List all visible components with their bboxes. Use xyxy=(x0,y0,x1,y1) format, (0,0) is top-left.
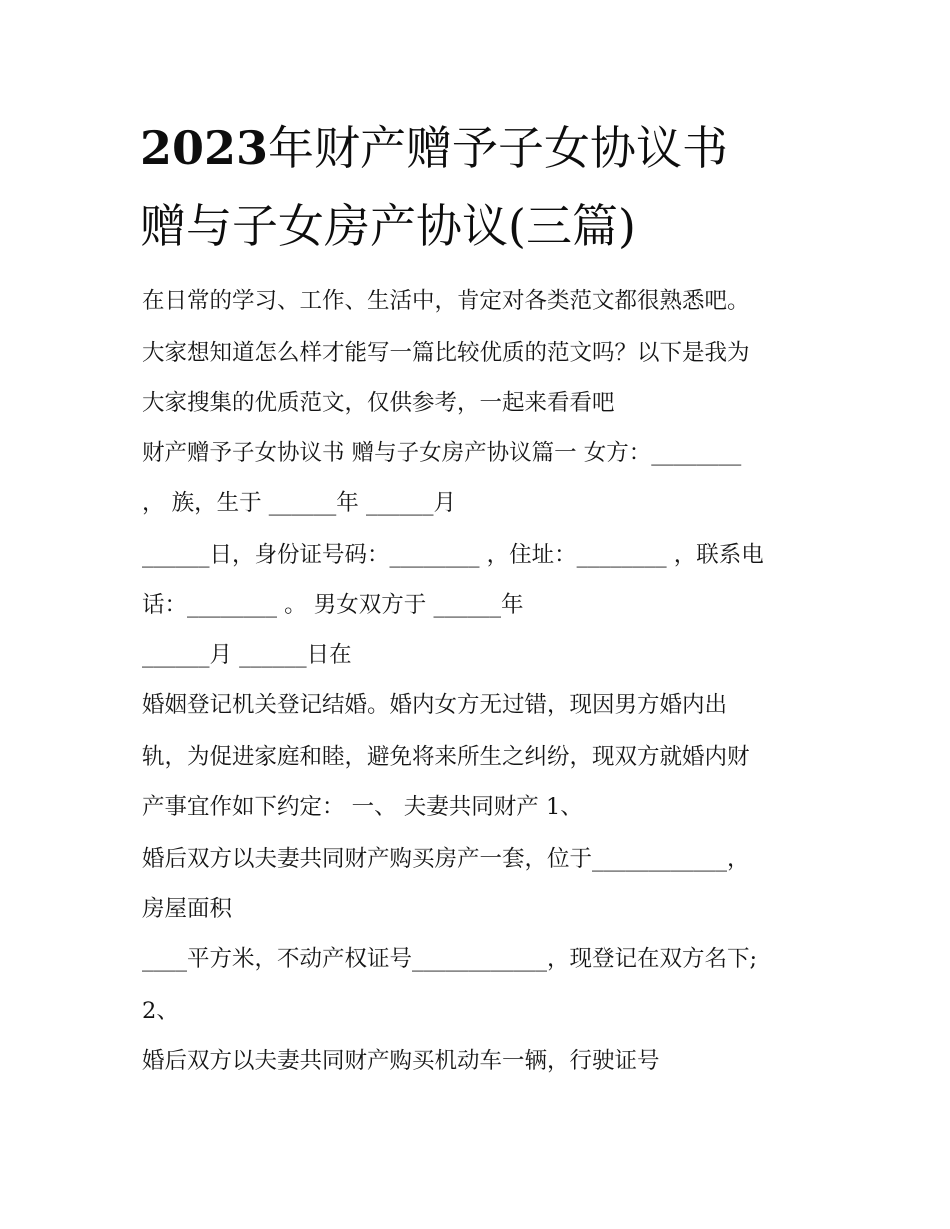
paragraph-line: 财产赠予子女协议书 赠与子女房产协议篇一 女方：________ xyxy=(142,440,742,466)
paragraph-line: 婚姻登记机关登记结婚。婚内女方无过错，现因男方婚内出 xyxy=(142,692,728,718)
document-title-line-1 xyxy=(140,120,840,176)
title-year: 2023 xyxy=(140,121,269,175)
paragraph-line: 2、 xyxy=(142,998,179,1024)
paragraph-line: ______月 ______日在 xyxy=(142,642,352,668)
paragraph-line: 话：________ 。 男女双方于 ______年 xyxy=(142,592,524,618)
paragraph-line: ____平方米，不动产权证号____________，现登记在双方名下; xyxy=(142,946,758,972)
paragraph-line: ， 族，生于 ______年 ______月 xyxy=(142,490,456,516)
paragraph-line: 在日常的学习、工作、生活中，肯定对各类范文都很熟悉吧。 xyxy=(142,288,750,314)
paragraph-line: 婚后双方以夫妻共同财产购买机动车一辆，行驶证号 xyxy=(142,1048,660,1074)
paragraph-line: ______日，身份证号码：________ ，住址：________ ，联系电 xyxy=(142,542,764,568)
title-line-1-text: 年财产赠予子女协议书 xyxy=(268,121,729,175)
paragraph-line: 大家想知道怎么样才能写一篇比较优质的范文吗？以下是我为 xyxy=(142,340,750,366)
paragraph-line: 大家搜集的优质范文，仅供参考，一起来看看吧 xyxy=(142,390,615,416)
paragraph-line: 产事宜作如下约定： 一、 夫妻共同财产 1、 xyxy=(142,794,583,820)
paragraph-line: 婚后双方以夫妻共同财产购买房产一套，位于____________， xyxy=(142,846,750,872)
paragraph-line: 轨，为促进家庭和睦，避免将来所生之纠纷，现双方就婚内财 xyxy=(142,744,750,770)
document-title-line-2: 赠与子女房产协议(三篇) xyxy=(140,199,636,253)
paragraph-line: 房屋面积 xyxy=(142,896,233,922)
